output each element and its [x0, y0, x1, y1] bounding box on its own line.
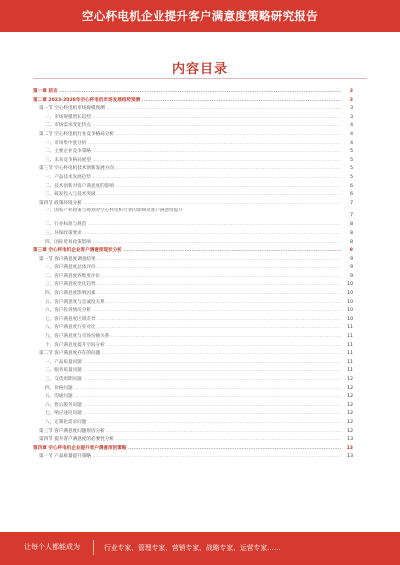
toc-entry[interactable] — [33, 256, 353, 265]
table-of-contents — [33, 88, 353, 462]
toc-entry-title: 九、客户满意度与市场份额关系 ..... — [33, 333, 341, 342]
toc-entry-title: 一、国家产业政策与规划对空心杯电机行业的影响及客户满意度提升 — [45, 208, 183, 214]
toc-entry-page: 5 — [350, 166, 353, 172]
toc-entry[interactable] — [33, 428, 353, 437]
toc-entry[interactable] — [33, 200, 353, 209]
toc-entry-page: 8 — [350, 230, 353, 236]
footer-divider — [93, 540, 94, 555]
toc-entry-title: 三、未来竞争格局展望 ..... — [33, 157, 341, 166]
toc-entry-title: 二、服务质量问题 ..... — [33, 367, 341, 376]
toc-entry[interactable] — [33, 230, 353, 239]
toc-entry-title: 二、客户满意度各维度评价 ..... — [33, 273, 341, 282]
toc-entry-title: 一、产品技术发展趋势 ..... — [33, 174, 341, 183]
toc-entry-title: 第二节 客户满意度存在的问题 ..... — [33, 350, 341, 359]
toc-entry[interactable] — [33, 316, 353, 325]
toc-entry-title: 三、环保政策要求 ..... — [33, 230, 341, 239]
toc-entry-title: 第四节 政策环境分析 ..... — [33, 200, 341, 209]
toc-entry-title: 三、客户满意度变化趋势 ..... — [33, 281, 341, 290]
toc-entry-page: 7 — [350, 213, 353, 219]
toc-entry-title: 第三章 空心杯电机企业客户满意度现状分析 ..... — [33, 247, 341, 256]
toc-entry-page: 11 — [347, 334, 353, 340]
toc-entry-title: 二、主要企业竞争策略 ..... — [33, 148, 341, 157]
toc-entry-page: 10 — [347, 299, 353, 305]
toc-entry-title: 四、客户满意度影响因素 ..... — [33, 290, 341, 299]
toc-entry-page: 11 — [347, 325, 353, 331]
report-header-bar — [0, 0, 400, 32]
toc-entry[interactable] — [33, 247, 353, 256]
toc-entry[interactable] — [33, 191, 353, 200]
toc-entry-page: 3 — [350, 106, 353, 112]
toc-entry[interactable] — [33, 359, 353, 368]
toc-entry-title: 一、市场集中度分析 ..... — [33, 140, 341, 149]
toc-entry[interactable] — [33, 165, 353, 174]
toc-entry[interactable] — [33, 273, 353, 282]
toc-entry-page: 10 — [347, 291, 353, 297]
toc-entry-title: 第三节 空心杯电机技术创新发展方向 ..... — [33, 165, 341, 174]
toc-entry-page: 13 — [347, 454, 353, 460]
toc-entry-title: 第一节 产品质量提升策略 ..... — [33, 453, 341, 462]
toc-entry-page: 12 — [347, 411, 353, 417]
toc-entry-title: 一、市场规模增长趋势 ..... — [33, 114, 341, 123]
toc-entry[interactable] — [33, 436, 353, 445]
toc-entry[interactable] — [33, 385, 353, 394]
toc-entry-title: 三、交货周期问题 ..... — [33, 376, 341, 385]
toc-entry-title: 一、产品质量问题 ..... — [33, 359, 341, 368]
toc-entry[interactable] — [33, 239, 353, 248]
toc-entry[interactable] — [33, 114, 353, 123]
toc-entry[interactable] — [33, 402, 353, 411]
toc-divider — [33, 78, 367, 79]
footer-tagline: 行业专家、管理专家、营销专家、战略专家、运营专家…… — [104, 544, 281, 552]
toc-entry-page: 11 — [347, 351, 353, 357]
toc-entry-page: 8 — [350, 222, 353, 228]
toc-entry-title: 二、行业标准与规范 ..... — [33, 221, 341, 230]
toc-entry-page: 3 — [349, 97, 353, 103]
toc-entry-page: 12 — [347, 385, 353, 391]
toc-entry-page: 7 — [350, 200, 353, 206]
toc-entry[interactable] — [33, 299, 353, 308]
toc-entry-title: 十、客户满意度提升空间分析 ..... — [33, 342, 341, 351]
toc-entry-page: 8 — [350, 239, 353, 245]
toc-entry-title: 五、沟通问题 ..... — [33, 393, 341, 402]
toc-entry-page: 9 — [349, 248, 353, 254]
toc-entry-title: 第二节 空心杯电机行业竞争格局分析 ..... — [33, 131, 341, 140]
toc-entry-page: 4 — [350, 131, 353, 137]
toc-entry[interactable] — [33, 221, 353, 230]
toc-entry-title: 八、客户满意度行业对比 ..... — [33, 324, 341, 333]
toc-entry-page: 10 — [347, 308, 353, 314]
toc-entry-page: 5 — [350, 157, 353, 163]
toc-entry-title: 二、市场需求变化特点 ..... — [33, 122, 341, 131]
toc-entry[interactable] — [33, 131, 353, 140]
toc-heading: 内容目录 — [171, 62, 228, 77]
toc-entry[interactable] — [33, 290, 353, 299]
toc-entry[interactable] — [33, 342, 353, 351]
toc-entry-page: 4 — [350, 123, 353, 129]
toc-entry-title: 第三节 客户满意度问题原因分析 ..... — [33, 428, 341, 437]
toc-entry-title: 第一章 前言 ..... — [33, 88, 341, 97]
toc-entry-title: 六、客户投诉情况分析 ..... — [33, 307, 341, 316]
toc-entry-page: 12 — [347, 377, 353, 382]
toc-entry[interactable] — [33, 264, 353, 273]
toc-entry-title: 一、客户满意度总体评价 ..... — [33, 264, 341, 273]
toc-entry-page: 11 — [347, 368, 353, 374]
toc-entry-title: 第四节 提升客户满意度的必要性分析 ..... — [33, 436, 341, 445]
toc-entry-page: 12 — [347, 419, 353, 425]
toc-entry-title: 八、定制化需求问题 ..... — [33, 419, 341, 428]
toc-entry[interactable] — [33, 307, 353, 316]
toc-entry[interactable] — [33, 208, 353, 221]
toc-entry-page: 3 — [349, 89, 353, 94]
toc-entry[interactable] — [33, 419, 353, 428]
toc-entry-page: 12 — [347, 428, 353, 434]
footer-slogan: 让每个人都能成为 — [24, 543, 80, 551]
toc-entry-title: 七、响应速度问题 ..... — [33, 410, 341, 419]
toc-entry-page: 5 — [350, 149, 353, 155]
toc-entry[interactable] — [33, 183, 353, 192]
footer-bar — [0, 532, 400, 565]
toc-entry[interactable] — [33, 445, 353, 454]
toc-entry-page: 10 — [347, 316, 353, 322]
toc-entry[interactable] — [33, 453, 353, 462]
toc-entry-page: 11 — [347, 342, 353, 348]
toc-entry[interactable] — [33, 140, 353, 149]
toc-entry[interactable] — [33, 333, 353, 342]
toc-entry-page: 12 — [347, 394, 353, 400]
toc-entry-page: 4 — [350, 140, 353, 146]
toc-entry-page: 10 — [347, 282, 353, 288]
report-title: 空心杯电机企业提升客户满意度策略研究报告 — [82, 9, 318, 23]
toc-entry[interactable] — [33, 324, 353, 333]
toc-entry[interactable] — [33, 174, 353, 183]
toc-entry-title: 四、国际贸易政策影响 ..... — [33, 239, 341, 248]
toc-entry-title: 第一节 客户满意度调查结果 ..... — [33, 256, 341, 265]
toc-entry[interactable] — [33, 281, 353, 290]
toc-entry-page: 9 — [350, 256, 353, 262]
toc-entry[interactable] — [33, 367, 353, 376]
toc-entry-title: 四、价格问题 ..... — [33, 385, 341, 394]
toc-entry[interactable] — [33, 410, 353, 419]
toc-entry-title: 第一节 空心杯电机市场规模预测 ..... — [33, 105, 341, 114]
toc-entry[interactable] — [33, 376, 353, 385]
toc-entry-page: 9 — [350, 265, 353, 271]
toc-entry[interactable] — [33, 350, 353, 359]
toc-entry[interactable] — [33, 88, 353, 97]
toc-entry-page: 12 — [347, 402, 353, 408]
toc-entry-title: 第二章 2023-2028年空心杯电机市场发展趋势预测 ..... — [33, 97, 341, 106]
toc-entry[interactable] — [33, 148, 353, 157]
toc-entry-page: 6 — [350, 192, 353, 198]
toc-entry[interactable] — [33, 105, 353, 114]
toc-entry-title: 七、客户满意度区域差异 ..... — [33, 316, 341, 325]
toc-entry[interactable] — [33, 122, 353, 131]
toc-entry-page: 13 — [347, 437, 353, 443]
toc-entry-page: 9 — [350, 273, 353, 279]
toc-entry-title: 第四章 空心杯电机企业提升客户满意度的策略 ..... — [33, 445, 341, 454]
toc-entry[interactable] — [33, 97, 353, 106]
toc-entry-page: 13 — [346, 445, 353, 451]
toc-entry-title: 六、售后服务问题 ..... — [33, 402, 341, 411]
toc-entry-page: 11 — [347, 359, 353, 365]
toc-entry-page: 6 — [350, 183, 353, 189]
toc-entry-title: 二、技术创新对客户满意度的影响 ..... — [33, 183, 341, 192]
toc-entry-title: 五、客户满意度与忠诚度关系 ..... — [33, 299, 341, 308]
toc-entry[interactable] — [33, 393, 353, 402]
toc-entry[interactable] — [33, 157, 353, 166]
toc-entry-title: 三、研发投入与技术突破 ..... — [33, 191, 341, 200]
toc-entry-page: 5 — [350, 174, 353, 180]
toc-entry-page: 3 — [350, 114, 353, 120]
